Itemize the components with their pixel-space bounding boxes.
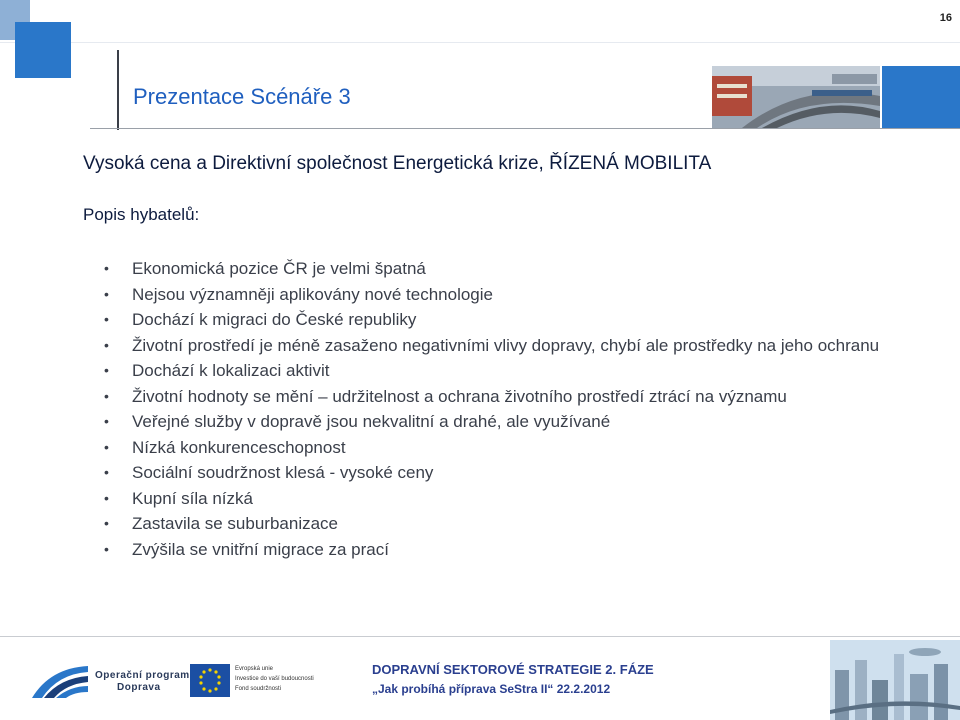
city-illustration	[830, 640, 960, 720]
list-item	[104, 511, 904, 537]
bullet-icon: •	[104, 413, 109, 429]
list-item	[104, 358, 904, 384]
list-item-text: Kupní síla nízká	[132, 488, 253, 508]
bullet-icon: •	[104, 438, 109, 455]
list-item-text: Sociální soudržnost klesá - vysoké ceny	[132, 463, 434, 482]
list-item	[104, 384, 904, 410]
op-doprava-logo-text	[95, 670, 190, 694]
list-item-text: Životní hodnoty se mění – udržitelnost a ochrana životního prostředí ztrácí na významu	[132, 386, 787, 406]
list-item	[104, 460, 904, 486]
list-item-text: Dochází k lokalizaci aktivit	[132, 361, 330, 380]
list-item	[104, 486, 904, 512]
bullet-icon: •	[104, 362, 109, 378]
list-item	[104, 537, 904, 563]
bullet-icon: •	[104, 285, 109, 302]
slide-number: 16	[939, 12, 952, 24]
list-item	[104, 256, 904, 282]
decor-rect-blue	[882, 66, 960, 128]
list-item-text: Nízká konkurenceschopnost	[132, 437, 346, 457]
list-item	[104, 333, 904, 359]
drivers-heading: Popis hybatelů:	[83, 205, 200, 224]
eu-text	[235, 664, 314, 694]
footer-title: DOPRAVNÍ SEKTOROVÉ STRATEGIE 2. FÁZE	[372, 662, 654, 677]
top-band	[0, 0, 960, 43]
list-item	[104, 409, 904, 435]
footer-divider	[0, 636, 960, 637]
drivers-list	[104, 256, 904, 562]
footer-subtitle: „Jak probíhá příprava SeStra II“ 22.2.2012	[372, 682, 611, 696]
list-item-text: Dochází k migraci do České republiky	[132, 310, 417, 329]
bullet-icon: •	[104, 464, 109, 480]
list-item-text: Životní prostředí je méně zasaženo negativními vlivy dopravy, chybí ale prostředky na jeho ochranu	[132, 335, 880, 355]
decor-square-blue	[15, 22, 71, 78]
eu-line1: Evropská unie	[235, 666, 274, 672]
bullet-icon: •	[104, 336, 109, 353]
list-item-text: Zastavila se suburbanizace	[132, 514, 339, 533]
eu-line3: Fond soudržnosti	[235, 686, 282, 692]
list-item	[104, 282, 904, 308]
bullet-icon: •	[104, 311, 109, 327]
scenario-heading: Vysoká cena a Direktivní společnost Energetická krize, ŘÍZENÁ MOBILITA	[83, 153, 712, 174]
page-title: Prezentace Scénáře 3	[133, 84, 351, 109]
title-underline	[90, 128, 960, 129]
eu-line2: Investice do vaší budoucnosti	[235, 676, 314, 682]
op-logo-line1: Operační program	[95, 670, 190, 681]
bullet-icon: •	[104, 515, 109, 531]
list-item-text: Ekonomická pozice ČR je velmi špatná	[132, 259, 426, 278]
decor-vertical-line	[117, 50, 119, 130]
railway-photo	[712, 66, 880, 128]
list-item-text: Zvýšila se vnitřní migrace za prací	[132, 539, 389, 559]
list-item	[104, 435, 904, 461]
bullet-icon: •	[104, 387, 109, 404]
list-item-text: Veřejné služby v dopravě jsou nekvalitní a drahé, ale využívané	[132, 412, 611, 431]
bullet-icon: •	[104, 540, 109, 557]
list-item-text: Nejsou významněji aplikovány nové technologie	[132, 284, 493, 304]
op-logo-line2: Doprava	[117, 682, 161, 693]
bullet-icon: •	[104, 489, 109, 506]
list-item	[104, 307, 904, 333]
bullet-icon: •	[104, 260, 109, 276]
eu-flag-icon	[190, 664, 230, 697]
op-doprava-logo-icon	[30, 660, 90, 705]
